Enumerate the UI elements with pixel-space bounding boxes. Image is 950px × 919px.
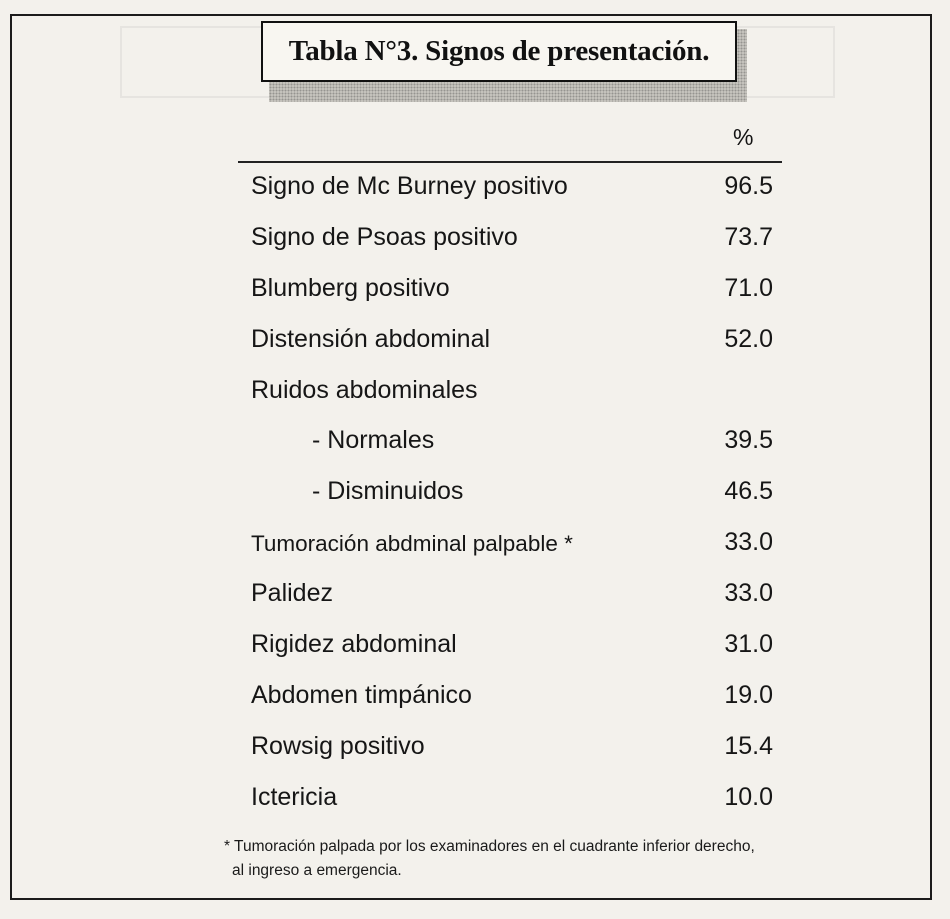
table-row — [251, 214, 781, 265]
table-row — [251, 723, 781, 774]
row-value: 19.0 — [724, 680, 773, 709]
row-value: 33.0 — [724, 579, 773, 608]
table-row-sub — [251, 417, 781, 468]
table-title: Tabla N°3. Signos de presentación. — [288, 35, 710, 67]
row-label: Rowsig positivo — [251, 731, 425, 760]
table-row — [251, 621, 781, 672]
row-label: Ruidos abdominales — [251, 375, 478, 404]
row-label: Rigidez abdominal — [251, 630, 457, 659]
row-label: Ictericia — [251, 782, 338, 811]
row-label: Distensión abdominal — [251, 324, 491, 353]
footnote-line: * Tumoración palpada por los examinadores en el cuadrante inferior derecho, — [224, 838, 755, 855]
table-title-box — [261, 21, 737, 82]
row-value: 15.4 — [724, 731, 773, 760]
table-row-group-heading — [251, 367, 781, 418]
row-value: 33.0 — [724, 528, 773, 557]
percent-column-header: % — [733, 124, 754, 150]
signs-table — [251, 163, 781, 825]
row-label: Signo de Mc Burney positivo — [251, 172, 568, 200]
row-label: - Disminuidos — [312, 477, 464, 506]
table-row — [251, 163, 781, 214]
table-footnote — [224, 835, 834, 883]
row-value: 52.0 — [724, 324, 773, 353]
footnote-line: al ingreso a emergencia. — [232, 862, 402, 879]
row-value: 31.0 — [724, 630, 773, 659]
table-row — [251, 774, 781, 825]
row-value: 96.5 — [724, 172, 773, 200]
table-row — [251, 672, 781, 723]
table-row — [251, 570, 781, 621]
row-label: Abdomen timpánico — [251, 680, 472, 709]
table-row — [251, 265, 781, 316]
row-label: - Normales — [312, 426, 435, 455]
row-label: Signo de Psoas positivo — [251, 222, 518, 251]
row-value: 39.5 — [724, 426, 773, 455]
table-row-sub — [251, 468, 781, 519]
row-label: Tumoración abdminal palpable * — [251, 531, 573, 557]
row-label: Blumberg positivo — [251, 273, 450, 302]
table-row — [251, 316, 781, 367]
row-value: 46.5 — [724, 477, 773, 506]
row-value: 73.7 — [724, 222, 773, 251]
row-value: 71.0 — [724, 273, 773, 302]
table-row — [251, 519, 781, 570]
row-label: Palidez — [251, 579, 333, 608]
row-value: 10.0 — [724, 782, 773, 811]
